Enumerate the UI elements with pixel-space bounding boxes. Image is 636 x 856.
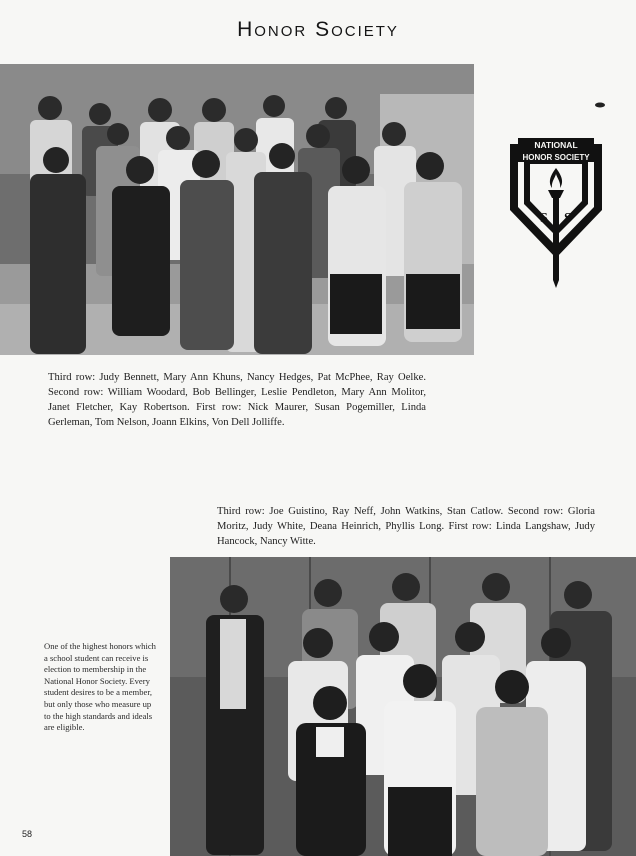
caption-bottom-group: Third row: Joe Guistino, Ray Neff, John Watkins, Stan Catlow. Second row: Gloria Moritz, Judy White, Deana Heinrich, Phyllis Long. First row: Linda Langshaw, Judy Hancock, Nancy Witte. [217,506,595,547]
group-photo-bottom [170,557,636,856]
page-number: 58 [22,829,33,839]
caption-top-group: Third row: Judy Bennett, Mary Ann Khuns, Nancy Hedges, Pat McPhee, Ray Oelke. Second row: William Woodard, Bob Bellinger, Leslie Pendleton, Mary Ann Molitor, Janet Fletcher, Kay Robertson. First row: Nick Maurer, Susan Pogemiller, Linda Gerleman, Tom Nelson, Joann Elkins, Von Dell Jolliffe. [48,372,426,428]
svg-text:S: S [540,211,548,226]
emblem-line2: HONOR SOCIETY [522,153,590,162]
side-description: One of the highest honors which a school student can receive is election to membership in the National Honor Society. Every student desires to be a member, but only those who measure up to the high standards and ideals are eligible. [44,641,156,733]
page-title: Honor Society [237,18,399,41]
svg-text:S: S [564,211,572,226]
group-photo-top [0,64,474,355]
ink-speck [595,102,605,108]
national-honor-society-emblem [504,132,608,290]
emblem-line1: NATIONAL [534,140,578,150]
